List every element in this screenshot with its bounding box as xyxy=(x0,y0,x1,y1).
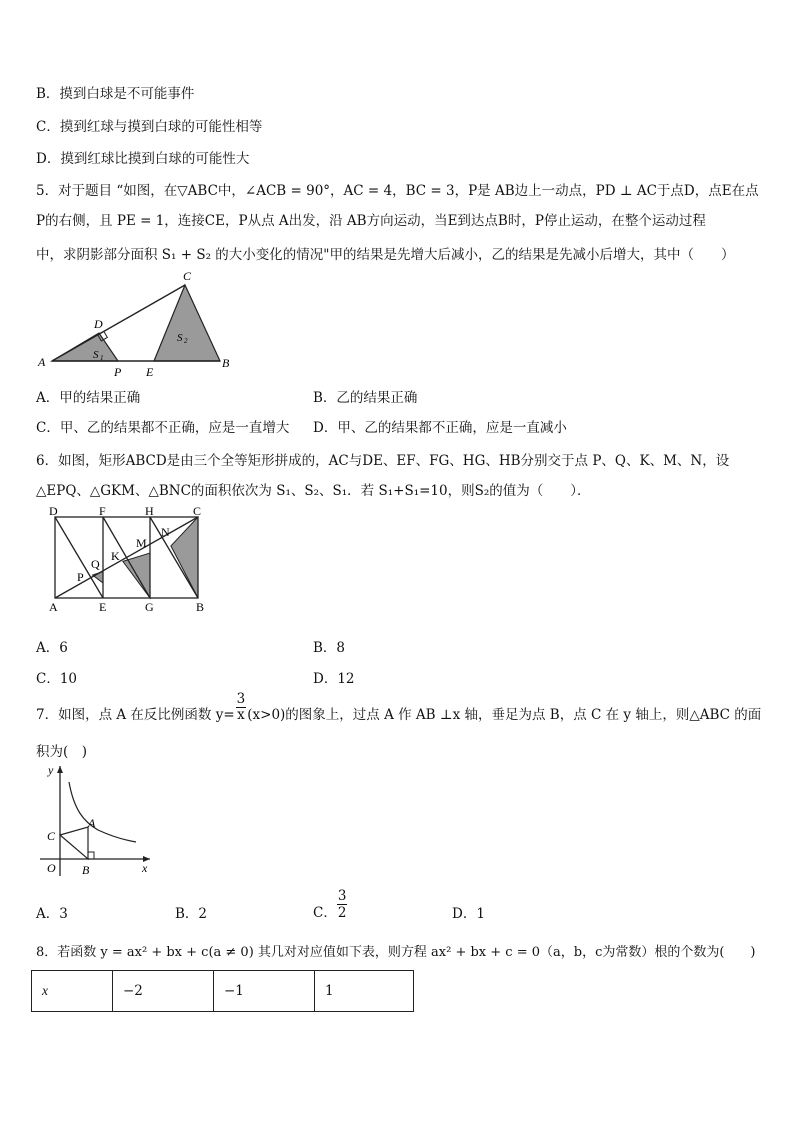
label-o: O xyxy=(47,861,56,875)
table-cell-x: x xyxy=(32,971,113,1012)
shaded-triangle-bnc xyxy=(171,517,198,598)
q4-option-b: B．摸到白球是不可能事件 xyxy=(36,86,195,102)
label-f: F xyxy=(99,504,106,518)
table-row xyxy=(32,971,414,1012)
label-a: A xyxy=(49,600,58,614)
label-k: K xyxy=(111,549,120,563)
q7-text-part2: (x>0)的图象上，过点 A 作 AB ⊥x 轴，垂足为点 B，点 C 在 y 轴上，则△ABC 的面 xyxy=(247,707,762,723)
q5-option-b: B．乙的结果正确 xyxy=(313,390,418,406)
label-s2: S xyxy=(177,332,183,344)
label-a: A xyxy=(88,816,96,830)
triangle-abc xyxy=(60,827,88,859)
q7-option-c xyxy=(313,888,347,921)
q5-text-line2: P的右侧，且 PE = 1，连接CE，P从点 A出发，沿 AB方向运动，当E到达点B时，P停止运动，在整个运动过程 xyxy=(36,213,706,229)
q6-option-d: D．12 xyxy=(313,671,355,687)
label-x: x xyxy=(142,861,148,875)
table-cell: −2 xyxy=(113,971,214,1012)
label-d: D xyxy=(49,504,58,518)
label-e: E xyxy=(99,600,107,614)
label-b: B xyxy=(82,863,90,877)
q7-text-line2: 积为( ) xyxy=(36,744,88,760)
fraction-denominator: x xyxy=(237,707,245,723)
q5-option-a: A．甲的结果正确 xyxy=(36,390,141,406)
q7-option-b: B．2 xyxy=(175,906,208,922)
shaded-triangle-s1 xyxy=(52,333,118,361)
q6-option-c: C．10 xyxy=(36,671,78,687)
q7-figure xyxy=(36,760,166,880)
hyperbola-curve xyxy=(69,782,136,842)
q6-figure xyxy=(40,503,220,615)
q7-option-c-prefix: C． xyxy=(313,905,337,921)
q5-text-line1: 5．对于题目 “如图，在▽ABC中，∠ACB = 90°，AC = 4，BC = 3，P是 AB边上一动点，PD ⊥ AC于点D，点E在点 xyxy=(36,183,759,199)
label-c: C xyxy=(183,269,192,283)
q6-text-line2: △EPQ、△GKM、△BNC的面积依次为 S₁、S₂、S₁．若 S₁+S₁=10，则S₂的值为（ ）． xyxy=(36,483,591,499)
label-s1: S xyxy=(93,349,99,361)
label-p: P xyxy=(114,365,122,379)
fraction-3-over-2 xyxy=(337,888,348,921)
fraction-numerator: 3 xyxy=(236,691,246,707)
label-d: D xyxy=(94,317,103,331)
q5-option-d: D．甲、乙的结果都不正确，应是一直减小 xyxy=(313,420,567,436)
q7-text-part1: 7．如图，点 A 在反比例函数 y= xyxy=(36,707,235,723)
label-m: M xyxy=(136,536,147,550)
table-cell: −1 xyxy=(214,971,315,1012)
q7-text-line1 xyxy=(36,692,761,730)
q8-text-line1: 8．若函数 y = ax² + bx + c(a ≠ 0) 其几对对应值如下表，则方程 ax² + bx + c = 0（a，b，c为常数）根的个数为( ) xyxy=(36,945,756,960)
fraction-numerator: 3 xyxy=(337,888,347,904)
fraction-denominator: 2 xyxy=(337,905,347,921)
label-y: y xyxy=(48,763,54,777)
label-b: B xyxy=(222,356,230,370)
fraction-3-over-x xyxy=(236,692,247,723)
q6-text-line1: 6．如图，矩形ABCD是由三个全等矩形拼成的，AC与DE、EF、FG、HG、HB分别交于点 P、Q、K、M、N，设 xyxy=(36,453,730,469)
label-c: C xyxy=(193,504,202,518)
table-cell: 1 xyxy=(315,971,414,1012)
q4-option-d: D．摸到红球比摸到白球的可能性大 xyxy=(36,151,250,167)
label-c: C xyxy=(47,829,56,843)
q7-option-a: A．3 xyxy=(36,906,68,922)
q5-option-c: C．甲、乙的结果都不正确，应是一直增大 xyxy=(36,420,290,436)
q5-text-line3: 中，求阴影部分面积 S₁ + S₂ 的大小变化的情况"甲的结果是先增大后减小，乙的结果是先减小后增大，其中（ ） xyxy=(36,247,735,263)
label-a: A xyxy=(38,355,46,369)
label-p: P xyxy=(77,570,84,584)
q8-value-table xyxy=(31,970,414,1012)
label-e: E xyxy=(146,365,154,379)
q5-figure xyxy=(30,268,240,380)
q6-option-a: A．6 xyxy=(36,640,68,656)
label-q: Q xyxy=(91,557,100,571)
label-b: B xyxy=(196,600,205,614)
label-h: H xyxy=(145,504,154,518)
q7-option-d: D．1 xyxy=(452,906,485,922)
label-n: N xyxy=(161,525,170,539)
label-s2-sub: 2 xyxy=(184,337,188,345)
label-s1-sub: 1 xyxy=(100,354,104,362)
q4-option-c: C．摸到红球与摸到白球的可能性相等 xyxy=(36,119,263,135)
label-g: G xyxy=(145,600,154,614)
q6-option-b: B．8 xyxy=(313,640,346,656)
